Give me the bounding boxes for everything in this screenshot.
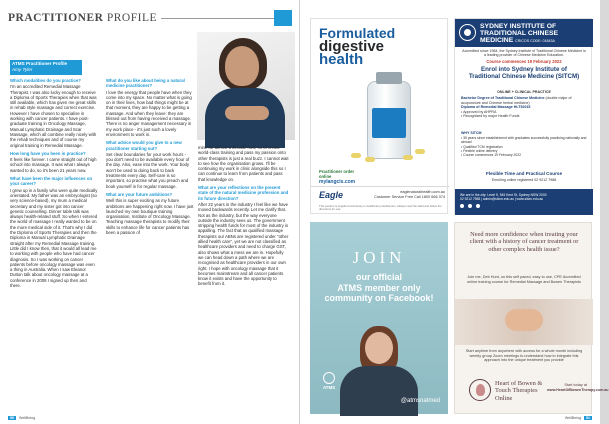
page-number: 50 [10,416,14,420]
sitcm-why-list: • 35 years since establishment with graduates successfully practising nationally and abroad • Qualified TCM registration • Flexible online delivery • Course commences 19 February 2022 [461,136,587,157]
answer: It feels like forever. I came straight out of high school into massage. It was what I always wanted to do, so it's been 21 years now. [10,157,97,173]
sitcm-intro: Accredited since 1984, the Sydney Institute of Traditional Chinese Medicine is a leading provider of Chinese Medicine Education. [462,49,586,58]
phone-icon [460,204,464,208]
email-icon [468,204,472,208]
answer: After 22 years in the industry I feel like we have moved backwards recently. Let me clarify that. Not as the industry, but the way everyone outside the industry sees us. The government stripping health funds for most of the industry is appalling. The fact that as qualified massage therapists our ABNs are registered under "other allied health care", yet we are not classified as healthcare providers and need to charge GST, also shows what a mess we are in. Hopefully we can head down a path where we are recognised as healthcare providers in our own right. I hope with oncology massage that it becomes mainstream and all cancer patients know it exists and have the opportunity to benefit from it. [198,201,289,287]
sitcm-flexible: Flexible Time and Practical Course [486,171,562,176]
atms-logo-icon [323,372,335,384]
treatment-image [455,299,593,345]
article-column-3 [198,144,290,287]
answer: Set clear boundaries for your work hours - you don't need to be available every hour of the day. Also, ease into the work. Your body won't be used to doing back to back treatments every day. Self-care is so important, so practise what you preach and book yourself in for regular massage. [106,151,190,189]
sitcm-enrol: Enrol into Sydney Institute of Traditional Chinese Medicine (SITCM) [468,66,580,80]
question: What have been the major influences on your career? [10,176,93,187]
answer: I'm an accredited Remedial Massage Therapist. I was also lucky enough to receive a Diploma of Sports Therapies when that was still available, which has given me great skills in rehab style massage and correct exercise. However I have chosen to specialise in working with cancer patients. I have post-graduate training in Oncology Massage, Manual Lymphatic Drainage and Scar Massage, which all combine really nicely with the rehab techniques and of course my original training in Remedial Massage. [10,84,97,148]
sitcm-date: Course commences 19 February 2022 [486,59,562,64]
answer: mine for almost a decade now, so to create world-class training and pass my passion onto other therapists is just a real buzz. I cannot wait to see how the organisation grows. I'll be continuing my work in clinic alongside this so I can continue to learn from patients and pass that knowledge on. [198,145,289,182]
header-rule [161,18,274,19]
eagle-logo: Eagle [319,190,344,200]
community-text: our official ATMS member only community on Facebook! [324,272,434,303]
question: What do you like about being a natural medicine practitioner? [106,78,185,89]
hob-brand: Heart of Bowen & Touch Therapies Online [495,380,543,402]
footer-magazine-name: WellBeing [564,416,581,420]
eagle-digestive-ad[interactable] [310,18,448,214]
hob-start[interactable]: Start today at www.HeartOfBowenTherapy.com.au [547,383,609,392]
web-icon [476,204,480,208]
ad-headline: Formulated digestive health [319,25,396,68]
facebook-handle[interactable]: @atmsnatmed [400,398,440,404]
question: How long have you been in practice? [10,150,86,156]
hob-headline: Need more confidence when treating your client with a history of cancer treatment or other complex health issue? [469,231,579,253]
join-text: JOIN [352,248,406,267]
practitioner-photo [197,32,295,140]
order-online-text: Practitioner order online mylangcis.com [319,169,356,185]
sitcm-why-heading: WHY SITCM [461,131,482,135]
page-number: 51 [586,416,590,420]
heart-logo-icon [469,379,491,401]
sitcm-name: SYDNEY INSTITUTE OF TRADITIONAL CHINESE MEDICINE CRICOS CODE: 01843A [480,23,559,44]
section-title: PRACTITIONER PROFILE [8,12,157,24]
profile-label-name: Amy Tyler [12,66,33,72]
question: What are your future ambitions? [106,191,173,197]
hob-body-2: Start anytime from anywhere with access for a whole month including weekly group Zoom meetings to understand how to integrate this approach into the unique treatment you provide [465,349,583,363]
atms-logo: ATMS [316,372,342,390]
article-column-2 [106,78,194,235]
capsules-image [347,143,427,163]
sitcm-course-list: Bachelor Degree of Traditional Chinese Medicine (double major of acupuncture and Chinese herbal medicine) Diploma of Remedial Massage HLT52015 • Approved by AHPRA • Recognised by major Health Funds [461,96,572,119]
right-footer [565,416,592,420]
section-header [8,10,292,26]
hob-body: Join me, Deb Hunt, on this self paced, easy to use, CPE Accredited online training course for Remedial Massage and Bowen Therapists [467,275,581,284]
answer: I grew up in a family who were quite medically orientated. My father was an embryologist (so very science-based), my mum a medical secretary and my sister got into cancer genetic counselling. Dinner table talk was always health-related stuff. So when I entered the world of massage I really wanted to be on the more medical side of it. That's why I did the Diploma of Sports Therapies and then the Diploma in Manual Lymphatic Drainage straight after my Remedial Massage training. Little did I know then, that it would all lead me to working with people who have had cancer diagnosis. So I was working on cancer patients before oncology massage was even a thing in Australia. When I saw Eleanor Dutton talk about oncology massage at a conference in 2008 I signed up then and there. [10,187,98,288]
footer-magazine-name: WellBeing [19,416,36,420]
sitcm-footer: We are in the city: Level 5, 545 Kent St, Sydney NSW 2000 02 9212 7988 | admin@sitcm.edu.au | www.sitcm.edu.au [455,189,593,215]
right-page [300,0,609,424]
answer: Well this is super exciting as my future ambitions are happening right now. I have just launched my own boutique training organisation, Institute of Oncology Massage. Teaching massage therapists to modify their skills to enhance life for cancer patients has been a passion of [106,198,194,236]
heart-of-bowen-ad[interactable] [454,222,609,414]
header-tab [274,10,292,26]
question: Which modalities do you practice? [10,78,81,83]
eagle-contact: eaglenaturalhealth.com.au Customer Service Free Call 1800 666 374 [374,190,445,199]
question: What are your reflections on the present state of the natural medicine profession and its future direction? [198,185,289,201]
answer: I love the energy that people have when they come into my space. No matter what is going on in their lives, how bad things might be at that moment, they are happy to be getting a massage. And when they leave: they are blissed out from having received a massage. There is no anger management necessary in my work place - it's just such a lovely environment to work in. [106,89,192,137]
left-footer [8,416,35,420]
atms-facebook-ad[interactable] [310,222,448,414]
sitcm-logo-icon [459,24,476,41]
question: What advice would you give to a new practitioner starting out? [106,140,182,151]
left-page [0,0,300,424]
profile-label [10,60,82,75]
sitcm-online: ONLINE + CLINICAL PRACTICE [497,90,551,94]
sitcm-availability: Enrolling online registered 02 9212 7988 [491,178,557,182]
sitcm-header [455,19,593,47]
sitcm-ad[interactable] [454,18,592,214]
article-column-1 [10,78,98,288]
profile-label-title: ATMS Practitioner Profile [12,61,68,66]
ad-fine-print: This product is supplied exclusively to healthcare practitioners. Always read the label and follow the directions for use. [319,204,442,212]
